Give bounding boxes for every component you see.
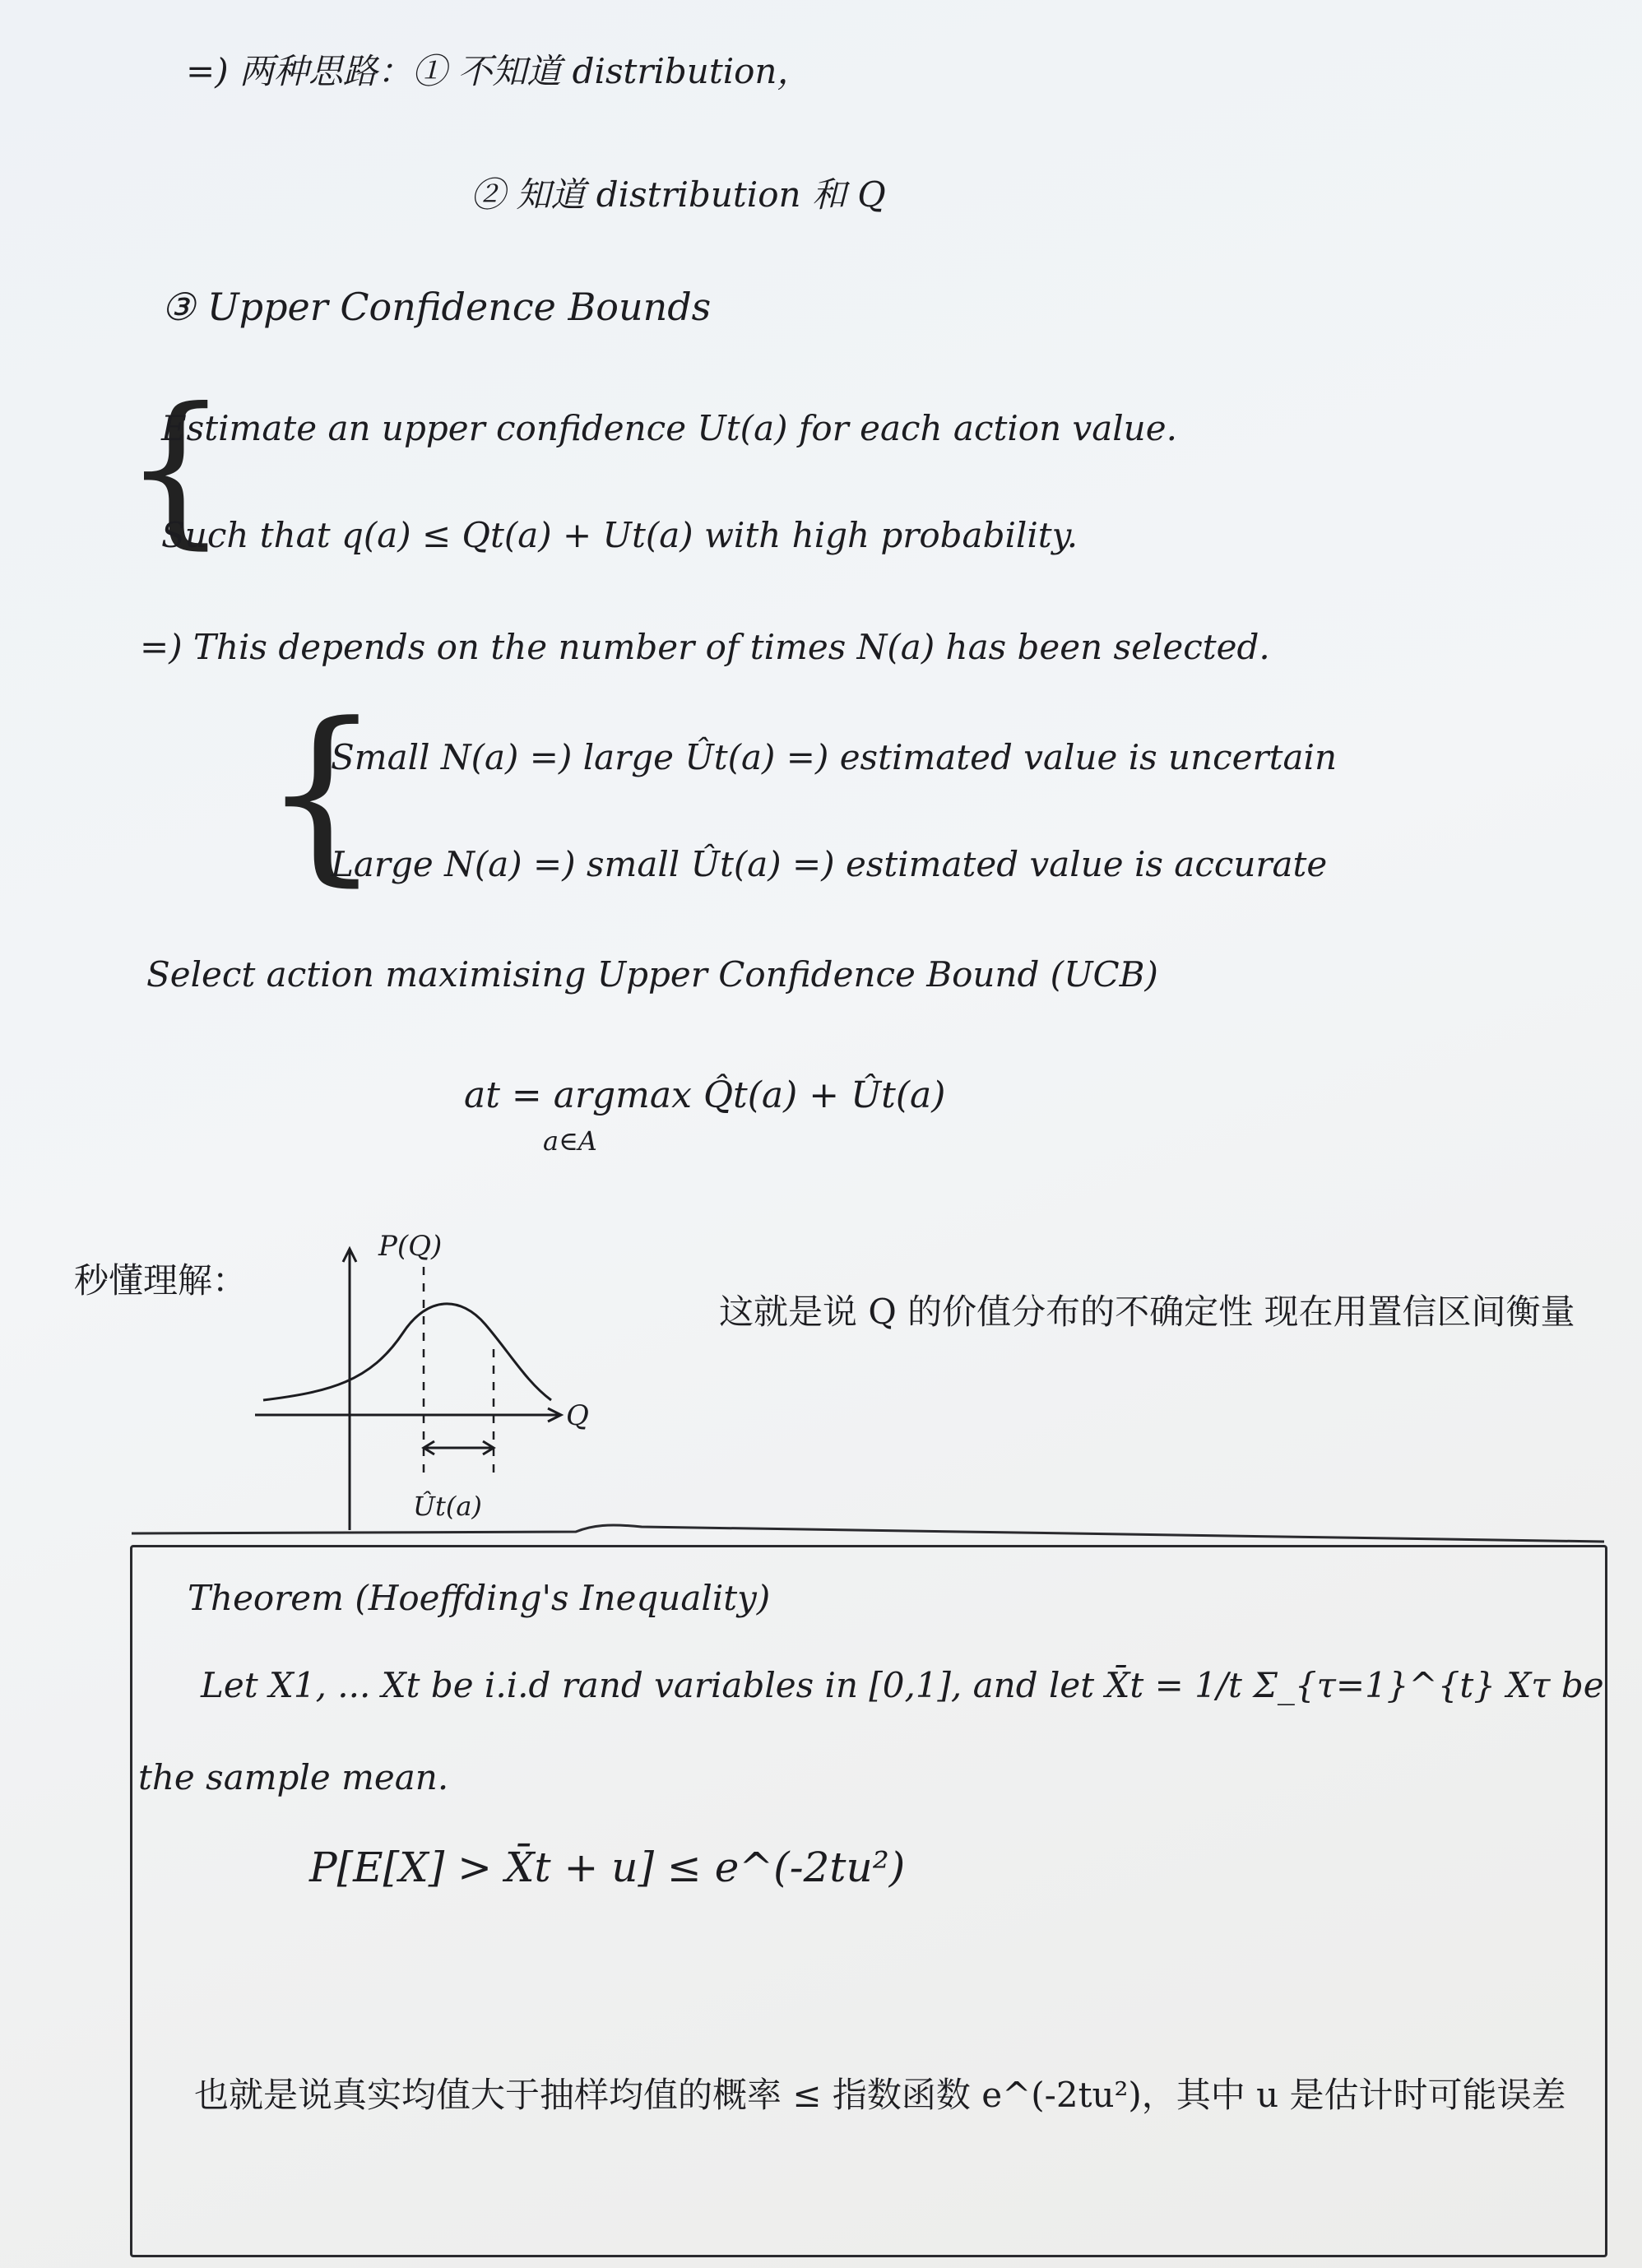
theorem-box — [130, 1545, 1607, 2257]
line-depends: =) This depends on the number of times N(a) has been selected. — [140, 627, 1270, 667]
hoeffding-inequality: P[E[X] > X̄t + u] ≤ e^(-2tu²) — [309, 1844, 906, 1891]
y-axis-label: P(Q) — [378, 1230, 443, 1263]
line-select-action: Select action maximising Upper Confidence Bound (UCB) — [146, 954, 1158, 995]
left-brace-estimate: { — [123, 373, 229, 564]
interval-label: Ût(a) — [413, 1491, 482, 1522]
line-large-n: Large N(a) =) small Ût(a) =) estimated value is accurate — [331, 844, 1328, 884]
section-divider — [0, 1514, 1642, 1547]
theorem-statement-2: the sample mean. — [138, 1757, 449, 1797]
theorem-explanation: 也就是说真实均值大于抽样均值的概率 ≤ 指数函数 e^(-2tu²)，其中 u 是估计时可能误差 — [194, 2075, 1566, 2115]
theorem-statement-1: Let X1, ... Xt be i.i.d rand variables in [0,1], and let X̄t = 1/t Σ_{τ=1}^{t} Xτ be — [201, 1665, 1604, 1705]
theorem-title: Theorem (Hoeffding's Inequality) — [188, 1578, 771, 1618]
line-two-approaches: =) 两种思路：① 不知道 distribution， — [186, 51, 812, 91]
line-small-n: Small N(a) =) large Ût(a) =) estimated value is uncertain — [331, 737, 1338, 777]
argmax-subscript: a∈A — [543, 1125, 597, 1157]
line-estimate: Estimate an upper confidence Ut(a) for each action value. — [161, 408, 1177, 448]
distribution-diagram — [239, 1217, 617, 1538]
line-such-that: Such that q(a) ≤ Qt(a) + Ut(a) with high probability. — [161, 515, 1078, 555]
left-brace-n: { — [262, 684, 383, 903]
intuition-label: 秒懂理解： — [74, 1260, 248, 1301]
section-heading: ③ Upper Confidence Bounds — [161, 285, 712, 329]
bell-curve — [263, 1304, 551, 1400]
line-know-distribution: ② 知道 distribution 和 Q — [471, 174, 886, 215]
argmax-formula: at = argmax Q̂t(a) + Ût(a) — [464, 1074, 946, 1116]
x-axis-label: Q — [566, 1399, 589, 1432]
intuition-note: 这就是说 Q 的价值分布的不确定性 现在用置信区间衡量 — [719, 1292, 1575, 1332]
